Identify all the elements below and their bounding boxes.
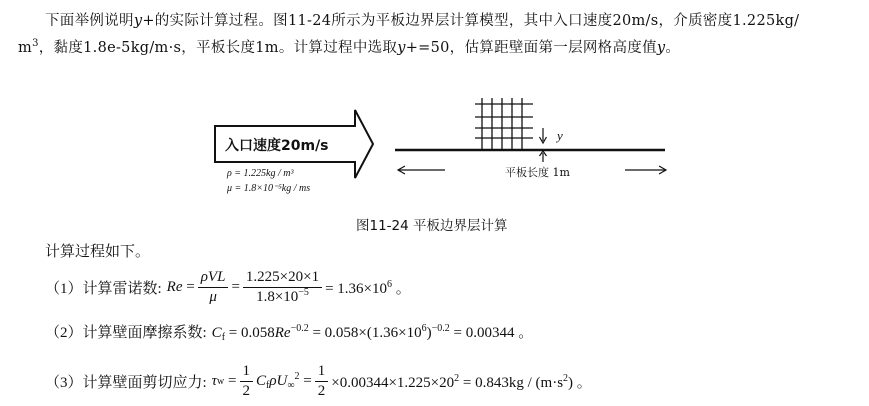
step-2-expression: $C_f = 0.058Re^{-0.2} = 0.058\times(1.36\times 10^6)^{-0.2} = 0.00344$ 。 (211, 323, 534, 343)
process-title: 计算过程如下。 (45, 242, 151, 260)
figure-caption: 图11-24 平板边界层计算 (356, 218, 508, 234)
plate-length-label: 平板长度 1m (505, 166, 570, 179)
intro-line-1: 下面举例说明y+的实际计算过程。图11-24所示为平板边界层计算模型，其中入口速度20m/s，介质密度1.225kg/ (45, 13, 800, 29)
rho-label: ρ = 1.225kg / m³ (227, 168, 294, 179)
inlet-label: 入口速度20m/s (225, 138, 329, 154)
step-3-half-2: $\frac{1}{2}$ (315, 363, 329, 401)
step-2 (45, 321, 533, 342)
step-1-label: （1）计算雷诺数: (45, 281, 162, 298)
step-1-frac-2: $\frac{1.225\times 20\times 1}{1.8\times 10^{-5}}$ (243, 269, 322, 307)
step-3: （3）计算壁面剪切应力: τ w = $\frac{1}{2}$ $C_f\rho U_\infty^2$ = $\frac{1}{2}$ $\times 0.00344\times 1.225\times 20^2 = 0.843kg / (m\cdot s^2)$ 。 (45, 363, 592, 400)
y-label: y (557, 128, 563, 143)
step-1-frac-1: $\frac{\text{ρVL}}{\mu}$ (198, 269, 229, 307)
step-3-half-1: $\frac{1}{2}$ (240, 363, 254, 401)
step-1-lhs: Re (166, 279, 183, 296)
step-3-label: （3）计算壁面剪切应力: (45, 375, 207, 392)
step-2-label: （2）计算壁面摩擦系数: (45, 325, 207, 341)
intro-line-2: $m^3$，黏度1.8e-5kg/m·s，平板长度1m。计算过程中选取y+=50，估算距壁面第一层网格高度值y。 (18, 38, 681, 56)
mu-label: μ = 1.8×10⁻⁵kg / ms (227, 183, 311, 194)
mesh-grid (475, 98, 533, 150)
flat-plate-figure (195, 88, 675, 198)
step-1: （1）计算雷诺数: Re = $\frac{\text{ρVL}}{\mu}$ = $\frac{1.225\times 20\times 1}{1.8\times 10^{-5}}$ = $1.36\times 10^6$ 。 (45, 269, 411, 306)
